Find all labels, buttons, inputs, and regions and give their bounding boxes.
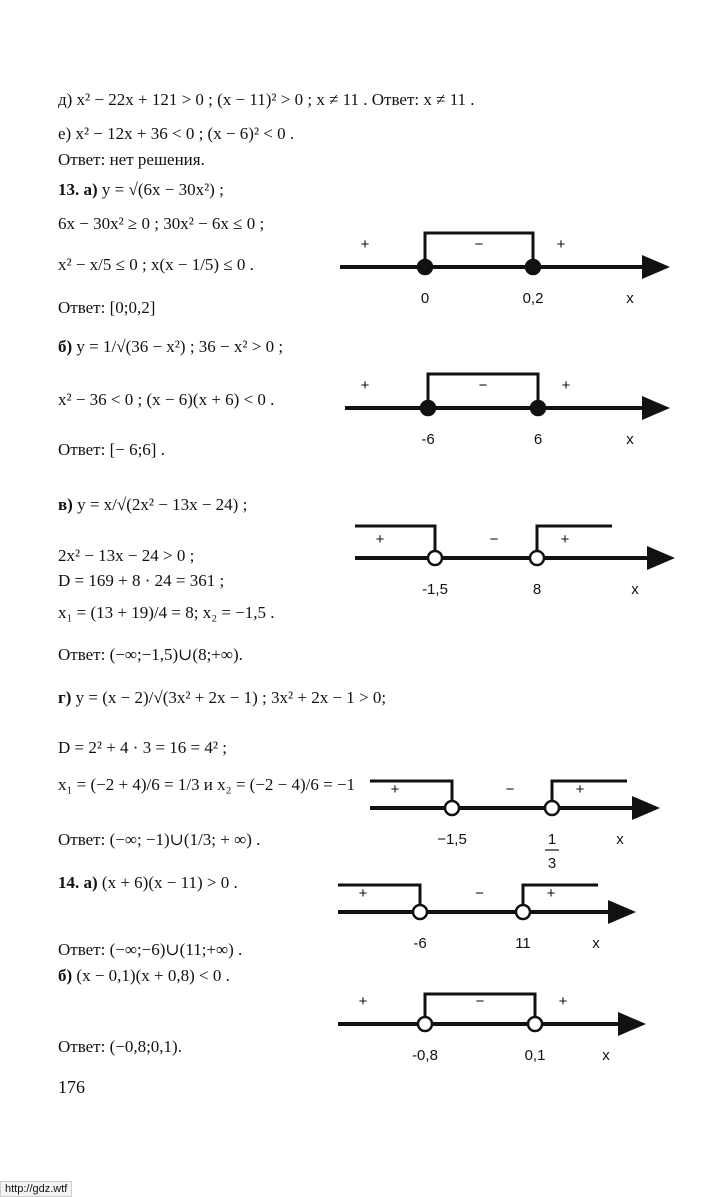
problem-14b-answer: Ответ: (−0,8;0,1).	[58, 1037, 182, 1056]
problem-13v-line2: D = 169 + 8 · 24 = 361 ;	[58, 571, 225, 590]
right-point	[528, 1017, 542, 1031]
sign-middle: −	[475, 993, 485, 1010]
sign-right: +	[558, 993, 568, 1010]
sign-left: +	[358, 885, 368, 902]
footer-url[interactable]: http://gdz.wtf	[0, 1181, 72, 1197]
tick-label: 0,1	[524, 1047, 546, 1064]
problem-13g-line2: x₁ = (−2 + 4)/6 = 1/3 и x₂ = (−2 − 4)/6 = −1	[58, 775, 356, 794]
axis-arrow	[608, 900, 636, 924]
sign-left: +	[358, 993, 368, 1010]
problem-13g-line1: D = 2² + 4 · 3 = 16 = 4² ;	[58, 738, 227, 757]
left-point	[418, 1017, 432, 1031]
sign-middle: −	[478, 377, 488, 394]
tick-label: −1,5	[437, 831, 467, 848]
problem-13g-function: y = (x − 2)/√(3x² + 2x − 1) ; 3x² + 2x − 1 > 0;	[75, 688, 387, 707]
problem-13a-header	[58, 180, 224, 200]
right-ray	[523, 885, 598, 912]
tick-label: 11	[515, 935, 531, 952]
sign-middle: −	[474, 236, 484, 253]
sign-right: +	[546, 885, 556, 902]
axis-label: x	[592, 935, 600, 952]
left-point	[428, 551, 442, 565]
problem-14a-answer: Ответ: (−∞;−6)∪(11;+∞) .	[58, 940, 243, 959]
left-ray	[355, 526, 435, 558]
number-line-13g	[370, 775, 670, 880]
problem-13b-function: y = 1/√(36 − x²) ; 36 − x² > 0 ;	[76, 337, 284, 356]
axis-arrow	[632, 796, 660, 820]
sign-middle: −	[475, 885, 484, 902]
page-number: 176	[58, 1077, 85, 1097]
problem-13v-header	[58, 495, 247, 515]
problem-e: е) x² − 12x + 36 < 0 ; (x − 6)² < 0 .	[58, 124, 295, 143]
tick-label: 6	[533, 431, 543, 448]
tick-label: -6	[421, 431, 435, 448]
left-ray	[370, 781, 452, 808]
sign-left: +	[360, 377, 370, 394]
problem-13g-header	[58, 688, 386, 708]
problem-14b-label: б)	[58, 966, 73, 985]
sign-left: +	[390, 781, 400, 798]
right-point	[531, 401, 545, 415]
problem-e-answer: Ответ: нет решения.	[58, 150, 205, 169]
problem-13g-label: г)	[58, 688, 72, 707]
problem-13b-answer: Ответ: [− 6;6] .	[58, 440, 165, 459]
problem-13g-answer: Ответ: (−∞; −1)∪(1/3; + ∞) .	[58, 830, 261, 849]
sign-left: +	[375, 531, 385, 548]
sign-middle: −	[489, 531, 499, 548]
problem-13a-line1: 6x − 30x² ≥ 0 ; 30x² − 6x ≤ 0 ;	[58, 214, 265, 233]
sign-right: +	[560, 531, 570, 548]
right-point	[530, 551, 544, 565]
problem-13a-line2: x² − x/5 ≤ 0 ; x(x − 1/5) ≤ 0 .	[58, 255, 254, 274]
sign-left: +	[360, 236, 370, 253]
problem-13a-label: 13. а)	[58, 180, 98, 199]
sign-right: +	[561, 377, 571, 394]
tick-label: 0,2	[522, 290, 544, 307]
left-point	[413, 905, 427, 919]
axis-label: x	[616, 831, 624, 848]
tick-label: -6	[413, 935, 427, 952]
tick-label-denominator: 3	[547, 855, 557, 872]
problem-13a-answer: Ответ: [0;0,2]	[58, 298, 156, 317]
sign-middle: −	[505, 781, 515, 798]
axis-label: x	[626, 290, 634, 307]
problem-14b-header	[58, 966, 230, 986]
problem-13v-line3: x₁ = (13 + 19)/4 = 8; x₂ = −1,5 .	[58, 603, 275, 622]
problem-14b-inequality: (x − 0,1)(x + 0,8) < 0 .	[76, 966, 230, 985]
right-point	[516, 905, 530, 919]
right-point	[545, 801, 559, 815]
problem-14a-label: 14. а)	[58, 873, 98, 892]
right-ray	[552, 781, 627, 808]
left-point	[421, 401, 435, 415]
left-point	[445, 801, 459, 815]
number-line-13a	[340, 225, 670, 315]
axis-label: x	[602, 1047, 610, 1064]
tick-label-numerator: 1	[547, 831, 557, 848]
axis-label: x	[626, 431, 634, 448]
tick-label: -0,8	[412, 1047, 438, 1064]
problem-13b-label: б)	[58, 337, 73, 356]
problem-13v-line1: 2x² − 13x − 24 > 0 ;	[58, 546, 195, 565]
number-line-13b	[340, 368, 670, 450]
number-line-14a	[338, 880, 643, 950]
right-ray	[537, 526, 612, 558]
axis-arrow	[647, 546, 675, 570]
axis-arrow	[642, 396, 670, 420]
problem-13b-header	[58, 337, 283, 357]
problem-d: д) x² − 22x + 121 > 0 ; (x − 11)² > 0 ; x ≠ 11 . Ответ: x ≠ 11 .	[58, 90, 475, 109]
problem-13a-function: y = √(6x − 30x²) ;	[101, 180, 224, 199]
tick-label: 0	[420, 290, 430, 307]
problem-13b-line1: x² − 36 < 0 ; (x − 6)(x + 6) < 0 .	[58, 390, 275, 409]
problem-14a-inequality: (x + 6)(x − 11) > 0 .	[101, 873, 238, 892]
axis-arrow	[618, 1012, 646, 1036]
sign-right: +	[556, 236, 566, 253]
number-line-13v	[355, 520, 675, 598]
axis-label: x	[631, 581, 639, 598]
tick-label: -1,5	[422, 581, 448, 598]
left-point	[418, 260, 432, 274]
axis-arrow	[642, 255, 670, 279]
sign-right: +	[575, 781, 585, 798]
problem-13v-answer: Ответ: (−∞;−1,5)∪(8;+∞).	[58, 645, 243, 664]
tick-label: 8	[532, 581, 542, 598]
problem-13v-function: y = x/√(2x² − 13x − 24) ;	[77, 495, 248, 514]
right-point	[526, 260, 540, 274]
left-ray	[338, 885, 420, 912]
number-line-14b	[338, 990, 648, 1064]
problem-14a-header	[58, 873, 238, 893]
problem-13v-label: в)	[58, 495, 73, 514]
